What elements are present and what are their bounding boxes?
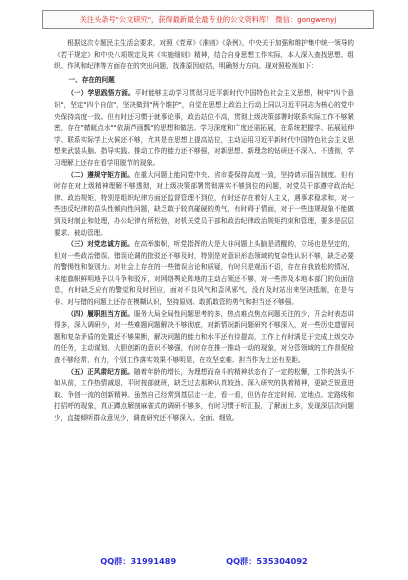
section-heading: 一、存在的问题 bbox=[68, 75, 115, 84]
issue-heading-1: （一）学思践悟方面。 bbox=[67, 89, 135, 98]
issue-text-2: 在重大问题上能同党中央、省市委保持高度一致，坚持请示报告制度。但有时存在对上级精神理解不够透彻，对上级决策部署贯彻落实不够到位的问题，对党员干部遵守政治纪律、政治规矩，特别是组织纪律方面还监督管理不到位，有时还存在着好人主义，遇事求稳求和，对一些违反纪律的苗头性倾向性问题，缺乏敢于较真碰硬的勇气，有时碍于情面，对于一些违规现象不能做到及时制止和处理，办公纪律有所松弛，对机关党员干部和政治纪律政治规矩约束和管理，要多是层层要求、被动管理。 bbox=[54, 170, 354, 237]
issue-text-5: 随着年龄的增长，为理想而奋斗的精神状态有了一定的松懈，工作的劲头不如从前，工作热情减退，平时按部就班，缺乏过去那种认真较劲、深入研究的执着精神，更缺乏锐意进取、争创一流的创新精神。虽然自己经常到基层走一走，看一看，但仍存在定时间、定地点、定路线和打招呼的现象，真正蹲点解剖麻雀式的调研不够多，有时习惯于听汇报，了解面上多，发现深层次问题少，直接倾听群众意见少，调查研究还不够深入、全面、细致。 bbox=[54, 367, 354, 422]
issue-text-3: 在高举旗帜，听党指挥的大是大非问题上头脑是清醒的，立场也是坚定的，但对一些政治错误、错误论调的批驳还不够及时，特别是对意识形态领域的复杂性认识不够，缺乏必要的警惕性和鉴别力。对社会上存在的一些错误言论和质疑，有时只是观而不语，存在自我放松的情况，未能旗帜鲜明地予以斗争和驳斥，对网络舆论阵地的主动占领还不够，对一些涉及本地本部门的负面信息，有时缺乏应有的警觉和及时回应，面对不良风气和歪风邪气，没有及时站出来坚决抵制，在是与非、对与错的问题上还存在模糊认识，坚持原则、敢抓敢管的勇气和担当还不够强。 bbox=[54, 240, 354, 307]
issue-heading-4: （四）履职担当方面。 bbox=[67, 309, 134, 318]
promo-banner-text: 关注头条号"公文研究"，获得最新最全最专业的公文资料库！ 微信：gongwenyj bbox=[79, 14, 337, 24]
qq-group-1: QQ群：31991489 bbox=[100, 556, 177, 566]
issue-text-4: 服务大局全局性问题思考的多，热点难点焦点问题关注的少，开会时表态讲得多，深入调研少，对一些难题问题解决不够彻底，对新情况新问题研究不够深入，对一些历史遗留问题和复杂矛盾的处置还不够果断，解决问题的能力和水平还有待提高，工作上有时满足于完成上级交办的任务，主动谋划、大胆创新的意识不够强，有时存在推一推动一动的现象，对分管领域的工作督促检查不够经常、有力，个别工作落实效果不够明显，在攻坚克难、担当作为上还有差距。 bbox=[54, 309, 354, 365]
intro-paragraph: 根据这次专题民主生活会要求，对照《党章》《准则》《条例》，中央关于加强和维护集中统一领导的《若干规定》和中央八项规定及其《实施细则》精神，结合自身思想工作实际，本人深入查找思想、组织、作风和纪律等方面存在的突出问题，找准原因症结，明确努力方向。现对照检视如下： bbox=[54, 39, 355, 71]
issue-paragraph-5 bbox=[54, 367, 354, 425]
issue-heading-3: （三）对党忠诚方面。 bbox=[67, 240, 134, 249]
issue-paragraph-4 bbox=[54, 309, 354, 367]
qq-group-2: QQ群：535304092 bbox=[226, 556, 308, 566]
issue-heading-5: （五）正风肃纪方面。 bbox=[67, 367, 134, 376]
issue-heading-2: （二）遵规守矩方面。 bbox=[67, 170, 134, 179]
issue-paragraph-1 bbox=[54, 88, 354, 169]
issue-text-1: 平时能够主动学习贯彻习近平新时代中国特色社会主义思想，树牢"四个意识"，坚定"四个自信"，坚决做到"两个维护"，自觉在思想上政治上行动上同以习近平同志为核心的党中央保持高度一致。但有时还习惯于就事论事，政治站位不高，贯彻上级决策部署时联系实际工作不够紧密，存在"蜻蜓点水""依葫芦画瓢"的思想和做法。学习深度和广度还需拓展，在系统把握学、拓展延伸学、联系实际学上火候还不够，尤其是在思想上提高站位，主动运用习近平新时代中国特色社会主义思想来武装头脑、指导实践、推动工作的能力还不够强，对新思想、新理念的钻研还不深入、不透彻，学习理解上还存在看学用脱节的现象。 bbox=[54, 89, 354, 167]
document-body bbox=[54, 38, 354, 425]
issue-paragraph-2 bbox=[54, 170, 354, 240]
issue-paragraph-3 bbox=[54, 239, 354, 309]
promo-banner bbox=[42, 10, 374, 29]
page-footer bbox=[0, 556, 408, 567]
